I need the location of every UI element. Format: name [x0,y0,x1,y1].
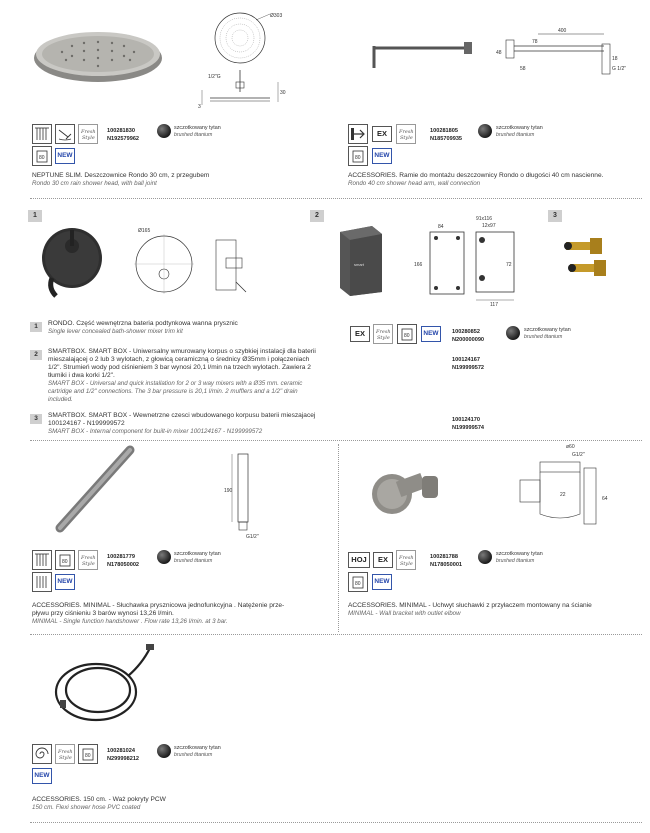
svg-text:12x97: 12x97 [482,223,496,229]
internal-component-image [560,232,610,284]
svg-text:3: 3 [198,104,201,110]
new-badge: NEW [32,768,52,784]
svg-text:84: 84 [438,224,444,230]
divider [30,822,642,823]
new-badge: NEW [372,148,392,164]
item-number: 3 [30,414,42,424]
rain-shower-icon [32,550,52,570]
water-saving-icon [78,744,98,764]
mixer-trim-image [36,224,108,298]
svg-text:Style: Style [82,135,95,141]
fresh-style-icon [78,124,98,144]
svg-text:80: 80 [404,333,410,339]
svg-text:smart: smart [354,262,364,267]
ex-badge: EX [350,326,370,342]
rain-shower-icon [32,124,52,144]
svg-text:Ø165: Ø165 [138,228,151,234]
svg-text:91x116: 91x116 [476,216,493,222]
svg-text:Fresh: Fresh [81,555,96,561]
svg-text:Style: Style [377,335,390,341]
section-number: 2 [310,210,324,222]
product-code: 100281779 N178050002 [107,554,140,568]
finish-label: szczotkowany tytan brushed titanium [496,551,543,564]
product-code: 100124167 N199999572 [452,357,485,371]
finish-label: szczotkowany tytan brushed titanium [524,327,571,340]
svg-text:Fresh: Fresh [399,555,414,561]
fresh-style-icon [396,550,416,570]
svg-text:18: 18 [612,56,618,62]
section-number: 3 [548,210,562,222]
svg-text:Fresh: Fresh [81,129,96,135]
smart-box-drawing [410,214,536,306]
finish-label: szczotkowany tytan brushed titanium [496,125,543,138]
svg-text:Style: Style [82,561,95,567]
fresh-style-icon [55,744,75,764]
svg-text:117: 117 [490,302,498,306]
finish-swatch [506,326,520,340]
water-saving-icon [397,324,417,344]
svg-text:Ø303: Ø303 [270,13,283,19]
water-saving-icon [32,146,52,166]
shower-head-image [32,24,164,86]
hose-icon [32,744,52,764]
product-description-en: 150 cm. Flexi shower hose PVC coated [32,804,141,811]
handshower-icon [32,572,52,592]
svg-text:Fresh: Fresh [399,129,414,135]
product-code: 100281024 N299998212 [107,748,140,762]
product-code: 100280852 N200000090 [452,329,485,343]
ex-badge: EX [373,552,393,568]
svg-text:Style: Style [59,755,72,761]
svg-text:58: 58 [520,66,526,72]
water-saving-icon [348,146,368,166]
product-description: ACCESSORIES. 150 cm. - Waż pokryty PCW [32,796,166,803]
wall-mount-icon [348,124,368,144]
finish-swatch [478,550,492,564]
fresh-style-icon [396,124,416,144]
product-code: 100281805 N185709935 [430,128,463,142]
shower-arm-image [368,40,474,74]
svg-text:Fresh: Fresh [58,749,73,755]
wall-bracket-drawing [510,440,630,536]
product-description: ACCESSORIES. Ramie do montażu deszczownicy Rondo o długości 40 cm nascienne. [348,172,604,179]
ex-badge: EX [372,126,392,142]
svg-text:190: 190 [224,488,233,494]
svg-text:48: 48 [496,50,502,56]
product-description-en: Rondo 40 cm shower head arm, wall connection [348,180,481,187]
svg-text:80: 80 [39,155,45,161]
svg-text:G1/2": G1/2" [246,534,259,540]
svg-text:72: 72 [506,262,512,268]
svg-text:22: 22 [560,492,566,498]
section-number: 1 [28,210,42,222]
svg-text:80: 80 [62,559,68,565]
divider [30,634,642,635]
item-number: 1 [30,322,42,332]
svg-text:G 1/2": G 1/2" [612,66,627,72]
water-saving-icon [55,550,75,570]
product-code: 100124170 N199999574 [452,417,485,431]
item-description: SMARTBOX. SMART BOX - Uniwersalny wmurowany korpus o szybkiej instalacji dla baterii mieszalającej o 2 lub 3 wylotach, z głowicą ceramiczną o średnicy Ø35mm i połączeniach 1/2". Strumień wody pod ciśnieniem 3 bar wynosi 20,1 l/min na trzech wylotach. Zawiera 2 tłumiki i dwa korki 1/2". SMART BOX - Universal and quick installation for 2 or 3 way mixers with a Ø35 mm. ceramic cartridge and 1/2" connections. The 3 bar pressure is 20,1 l/min. 2 mufflers and a 1/2" drain included. [48,348,316,403]
product-description: NEPTUNE SLIM. Deszczownice Rondo 30 cm, z przegubem [32,172,210,179]
item-description: SMARTBOX. SMART BOX - Wewnetrzne czesci wbudowanego korpusu baterii mieszajacej 100124167 - N199999572 SMART BOX - Internal component for built-in mixer 100124167 - N199999572 [48,412,316,435]
new-badge: NEW [55,148,75,164]
product-description: ACCESSORIES. MINIMAL - Uchwyt słuchawki z przyłaczem montowany na ścianie MINIMAL - Wall bracket with outlet elbow [348,602,592,617]
svg-text:80: 80 [355,581,361,587]
item-description-en: Single lever concealed bath-shower mixer trim kit [48,328,183,335]
handshower-drawing [210,448,270,540]
new-badge: NEW [421,326,441,342]
water-saving-icon [348,572,368,592]
product-description: ACCESSORIES. MINIMAL - Słuchawka prysznicowa jednofunkcyjna . Natężenie prze- pływu przy ciśnieniu 3 barów wynosi 13,26 l/min. MINIMAL - Single function handshower . Flow rate 13,26 l/min. at 3 bar. [32,602,285,625]
svg-text:1/2"G: 1/2"G [208,74,221,80]
svg-text:ø60: ø60 [566,444,575,450]
svg-text:30: 30 [280,90,286,96]
finish-label: szczotkowany tytan brushed titanium [174,745,221,758]
finish-label: szczotkowany tytan brushed titanium [174,551,221,564]
svg-text:78: 78 [532,39,538,45]
mixer-trim-drawing [130,222,260,304]
finish-swatch [478,124,492,138]
divider [338,444,339,632]
svg-text:64: 64 [602,496,608,502]
svg-text:G1/2": G1/2" [572,452,585,458]
finish-label: szczotkowany tytan brushed titanium [174,125,221,138]
shower-arm-drawing [494,22,634,84]
handshower-image [48,444,138,540]
svg-text:80: 80 [355,155,361,161]
shower-hose-image [46,640,158,736]
ball-joint-icon [55,124,75,144]
svg-text:400: 400 [558,28,567,34]
new-badge: NEW [55,574,75,590]
svg-text:166: 166 [414,262,423,268]
shower-head-drawing [196,10,306,114]
item-description: RONDO. Część wewnętrzna bateria podtynkowa wanna prysznic [48,320,238,327]
finish-swatch [157,744,171,758]
finish-swatch [157,124,171,138]
wall-bracket-image [368,464,444,520]
product-code: 100281830 N192579962 [107,128,140,142]
divider [30,198,642,199]
new-badge: NEW [372,574,392,590]
smart-box-image [334,222,386,298]
hot-badge: HOJ [348,552,370,568]
svg-text:Style: Style [400,135,413,141]
svg-text:Style: Style [400,561,413,567]
fresh-style-icon [373,324,393,344]
finish-swatch [157,550,171,564]
product-code: 100281788 N178050001 [430,554,463,568]
svg-text:Fresh: Fresh [376,329,391,335]
svg-text:80: 80 [85,753,91,759]
product-description-en: Rondo 30 cm rain shower head, with ball joint [32,180,157,187]
item-number: 2 [30,350,42,360]
fresh-style-icon [78,550,98,570]
